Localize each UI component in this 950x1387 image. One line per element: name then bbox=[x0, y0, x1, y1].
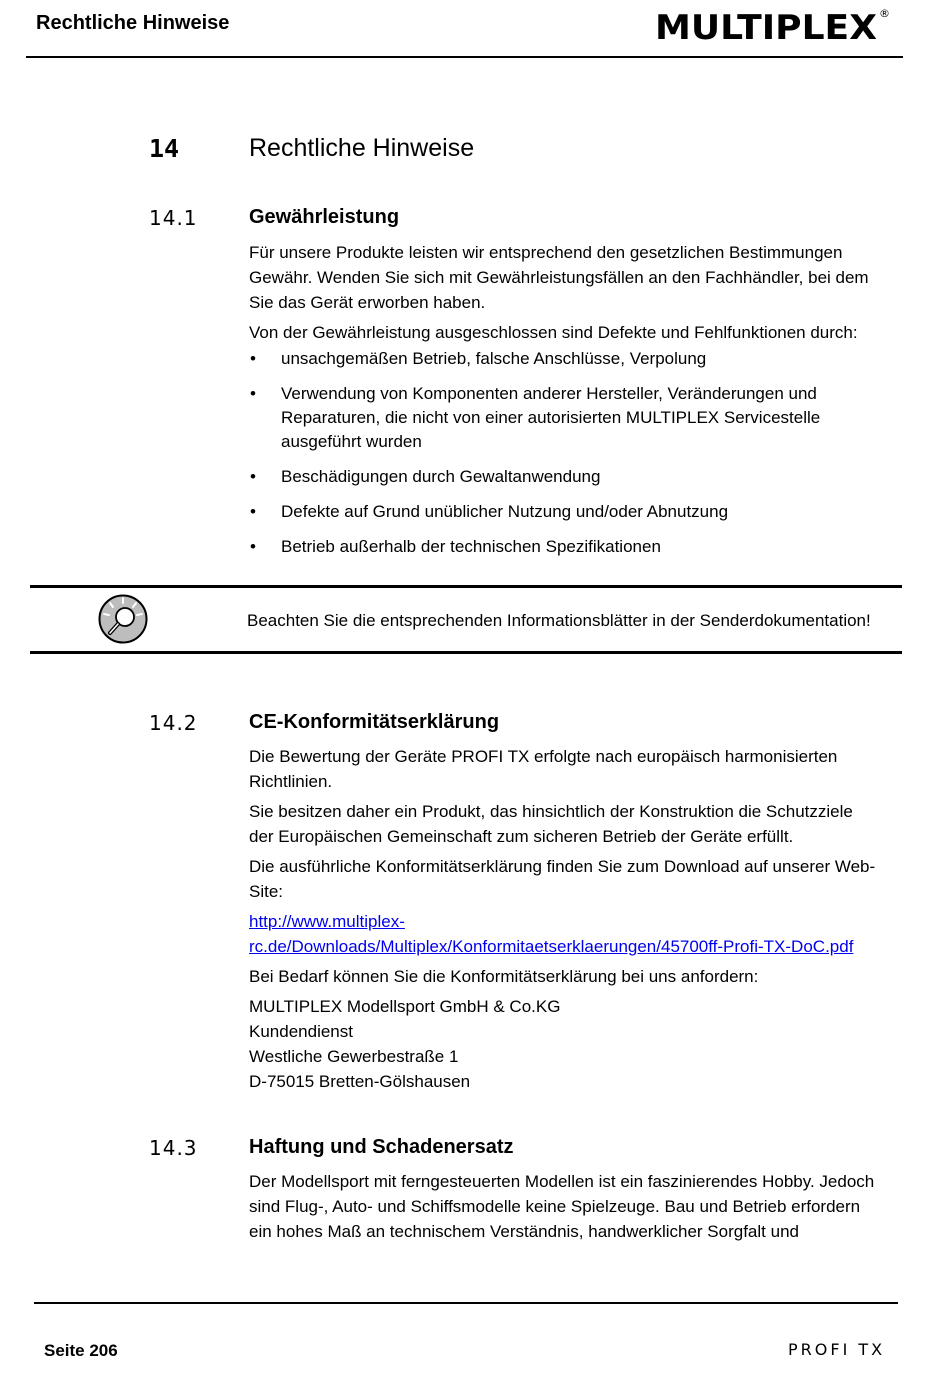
paragraph: Der Modellsport mit ferngesteuerten Modellen ist ein faszinierendes Hobby. Jedoch sind Flug-, Auto- und Schiffsmodelle keine Spielzeuge. Bau und Betrieb erfordern ein hohes Maß an technischem Verständnis, handwerklicher Sorgfalt und bbox=[249, 1172, 875, 1241]
list-item: Beschädigungen durch Gewaltanwendung bbox=[281, 467, 601, 486]
bullet-marker: • bbox=[250, 467, 256, 486]
paragraph: Die Bewertung der Geräte PROFI TX erfolgte nach europäisch harmonisierten Richtlinien. bbox=[249, 747, 838, 791]
subsection-title: Gewährleistung bbox=[249, 206, 400, 228]
paragraph: Sie besitzen daher ein Produkt, das hinsichtlich der Konstruktion die Schutzziele der Europäischen Gemeinschaft zum sicheren Betrieb der Geräte erfüllt. bbox=[249, 802, 853, 846]
bullet-marker: • bbox=[250, 537, 256, 556]
list-item: Defekte auf Grund unüblicher Nutzung und/oder Abnutzung bbox=[281, 502, 729, 521]
subsection-number: 14.1 bbox=[149, 206, 198, 230]
page-number: Seite 206 bbox=[44, 1341, 118, 1360]
header-rule bbox=[26, 56, 903, 58]
product-name: PROFI TX bbox=[788, 1340, 886, 1359]
paragraph: Bei Bedarf können Sie die Konformitätserklärung bei uns anfordern: bbox=[249, 967, 759, 986]
multiplex-logo bbox=[653, 6, 891, 44]
subsection-title: CE-Konformitätserklärung bbox=[249, 711, 500, 733]
header-title: Rechtliche Hinweise bbox=[36, 12, 230, 34]
bullet-marker: • bbox=[250, 384, 256, 403]
list-item: Betrieb außerhalb der technischen Spezifikationen bbox=[281, 537, 661, 556]
svg-text:®: ® bbox=[879, 7, 890, 20]
download-link[interactable]: http://www.multiplex- rc.de/Downloads/Multiplex/Konformitaetserklaerungen/45700ff-Profi-TX-DoC.pdf bbox=[249, 912, 854, 956]
address-block: MULTIPLEX Modellsport GmbH & Co.KG Kundendienst Westliche Gewerbestraße 1 D-75015 Bretten-Gölshausen bbox=[249, 997, 561, 1091]
bullet-marker: • bbox=[250, 502, 256, 521]
lightbulb-icon bbox=[97, 593, 149, 645]
paragraph: Die ausführliche Konformitätserklärung finden Sie zum Download auf unserer Web- Site: bbox=[249, 857, 876, 901]
note-text: Beachten Sie die entsprechenden Informationsblätter in der Senderdokumentation! bbox=[247, 611, 871, 630]
footer-rule bbox=[34, 1302, 898, 1304]
section-number: 14 bbox=[149, 134, 180, 163]
bullet-marker: • bbox=[250, 349, 256, 368]
subsection-title: Haftung und Schadenersatz bbox=[249, 1136, 514, 1158]
note-rule-bottom bbox=[30, 651, 902, 654]
section-title: Rechtliche Hinweise bbox=[249, 134, 475, 162]
svg-text:MULTIPLEX: MULTIPLEX bbox=[655, 8, 877, 44]
subsection-number: 14.2 bbox=[149, 711, 198, 735]
paragraph: Für unsere Produkte leisten wir entsprechend den gesetzlichen Bestimmungen Gewähr. Wenden Sie sich mit Gewährleistungsfällen an den Fachhändler, bei dem Sie das Gerät erworben haben. bbox=[249, 243, 869, 312]
note-rule-top bbox=[30, 585, 902, 588]
subsection-number: 14.3 bbox=[149, 1136, 198, 1160]
list-item: Verwendung von Komponenten anderer Hersteller, Veränderungen und Reparaturen, die nicht von einer autorisierten MULTIPLEX Servicestelle ausgeführt wurden bbox=[281, 384, 821, 451]
list-item: unsachgemäßen Betrieb, falsche Anschlüsse, Verpolung bbox=[281, 349, 707, 368]
paragraph: Von der Gewährleistung ausgeschlossen sind Defekte und Fehlfunktionen durch: bbox=[249, 323, 858, 342]
